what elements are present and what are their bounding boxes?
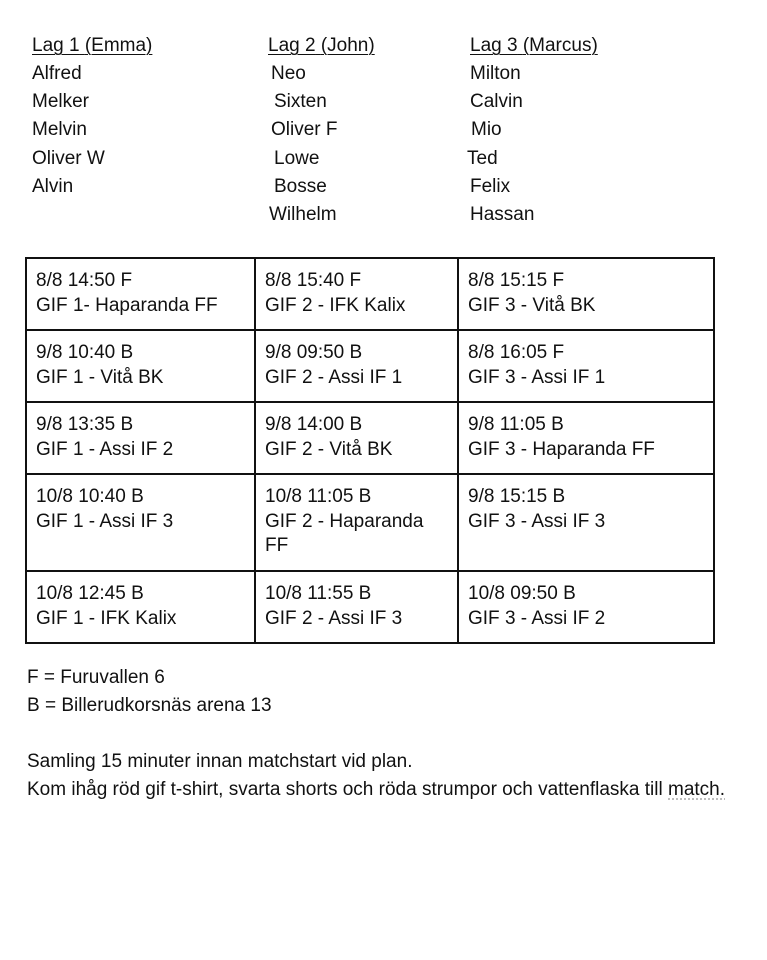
- match-cell: [255, 571, 458, 643]
- team-heading: [32, 32, 152, 60]
- match-teams: GIF 2 - Vitå BK: [265, 438, 393, 460]
- match-time: 8/8 14:50 F: [36, 270, 133, 291]
- team-label: Lag 2: [268, 35, 316, 56]
- player-name: Felix: [470, 175, 511, 197]
- match-teams: GIF 2 - Assi IF 1: [265, 366, 403, 388]
- match-teams: GIF 2 - IFK Kalix: [265, 294, 406, 316]
- match-schedule-table: [25, 257, 715, 644]
- match-teams: GIF 3 - Assi IF 2: [468, 607, 606, 629]
- legend-billerudkorsnas: B = Billerudkorsnäs arena 13: [27, 695, 272, 716]
- match-time: 10/8 11:55 B: [265, 583, 372, 604]
- match-cell: [255, 330, 458, 402]
- player-name: Hassan: [470, 204, 535, 226]
- match-teams: GIF 1- Haparanda FF: [36, 294, 218, 316]
- note-gathering: Samling 15 minuter innan matchstart vid plan.: [27, 751, 413, 772]
- match-cell: [458, 258, 714, 330]
- match-teams: GIF 1 - Assi IF 3: [36, 510, 174, 532]
- player-name: Neo: [271, 63, 306, 84]
- player-name: Calvin: [470, 91, 523, 113]
- meeting-notes: [27, 748, 757, 804]
- team-label: Lag 3: [470, 35, 518, 56]
- team-column-3: [467, 32, 598, 229]
- player-name: Sixten: [274, 91, 327, 113]
- match-cell: [255, 402, 458, 474]
- team-column-2: [268, 32, 375, 229]
- match-teams: GIF 3 - Assi IF 1: [468, 366, 606, 388]
- match-teams: GIF 1 - Vitå BK: [36, 366, 164, 388]
- team-label: Lag 1: [32, 35, 80, 56]
- player-name: Oliver F: [271, 119, 338, 141]
- team-column-1: [32, 32, 152, 201]
- match-time: 8/8 16:05 F: [468, 342, 565, 363]
- match-teams: GIF 3 - Haparanda FF: [468, 438, 655, 460]
- match-cell: [26, 474, 255, 571]
- team-rosters: [0, 32, 767, 232]
- legend-furuvallen: F = Furuvallen 6: [27, 667, 165, 688]
- note-equipment-end: match.: [668, 779, 726, 800]
- table-row: [26, 402, 714, 474]
- match-cell: [458, 330, 714, 402]
- match-cell: [458, 474, 714, 571]
- note-equipment: [27, 776, 757, 804]
- player-name: Wilhelm: [269, 204, 337, 226]
- player-name: Milton: [470, 63, 521, 84]
- match-cell: [26, 571, 255, 643]
- note-equipment-text: Kom ihåg röd gif t-shirt, svarta shorts och röda strumpor och vattenflaska till: [27, 779, 663, 800]
- match-time: 9/8 13:35 B: [36, 414, 134, 435]
- table-row: [26, 330, 714, 402]
- match-teams: GIF 3 - Vitå BK: [468, 294, 596, 316]
- match-cell: [26, 330, 255, 402]
- player-name: Ted: [467, 147, 498, 169]
- match-cell: [26, 258, 255, 330]
- match-teams: GIF 1 - Assi IF 2: [36, 438, 174, 460]
- match-time: 9/8 11:05 B: [468, 414, 564, 435]
- player-name: Melker: [32, 91, 90, 113]
- table-row: [26, 571, 714, 643]
- team-heading: [268, 32, 375, 60]
- match-time: 9/8 14:00 B: [265, 414, 363, 435]
- match-teams: GIF 2 - Assi IF 3: [265, 607, 403, 629]
- player-name: Oliver W: [32, 147, 105, 169]
- match-cell: [26, 402, 255, 474]
- player-name: Lowe: [274, 147, 320, 169]
- player-name: Melvin: [32, 119, 87, 141]
- match-time: 10/8 11:05 B: [265, 486, 372, 507]
- match-cell: [458, 571, 714, 643]
- table-row: [26, 258, 714, 330]
- player-name: Bosse: [274, 175, 327, 197]
- match-time: 8/8 15:40 F: [265, 270, 362, 291]
- match-time: 9/8 10:40 B: [36, 342, 134, 363]
- table-row: [26, 474, 714, 571]
- player-name: Mio: [471, 119, 502, 141]
- match-time: 9/8 15:15 B: [468, 486, 566, 507]
- match-teams: GIF 2 - Haparanda FF: [265, 510, 424, 556]
- player-name: Alfred: [32, 63, 82, 84]
- match-cell: [255, 258, 458, 330]
- match-time: 10/8 09:50 B: [468, 583, 576, 604]
- venue-legend: [27, 664, 272, 720]
- team-coach: (John): [320, 35, 375, 56]
- match-time: 8/8 15:15 F: [468, 270, 565, 291]
- match-cell: [255, 474, 458, 571]
- match-time: 10/8 10:40 B: [36, 486, 144, 507]
- match-teams: GIF 1 - IFK Kalix: [36, 607, 177, 629]
- team-heading: [470, 32, 598, 60]
- match-time: 10/8 12:45 B: [36, 583, 144, 604]
- player-name: Alvin: [32, 175, 74, 197]
- match-cell: [458, 402, 714, 474]
- team-coach: (Marcus): [522, 35, 598, 56]
- match-teams: GIF 3 - Assi IF 3: [468, 510, 606, 532]
- team-coach: (Emma): [84, 35, 153, 56]
- match-time: 9/8 09:50 B: [265, 342, 363, 363]
